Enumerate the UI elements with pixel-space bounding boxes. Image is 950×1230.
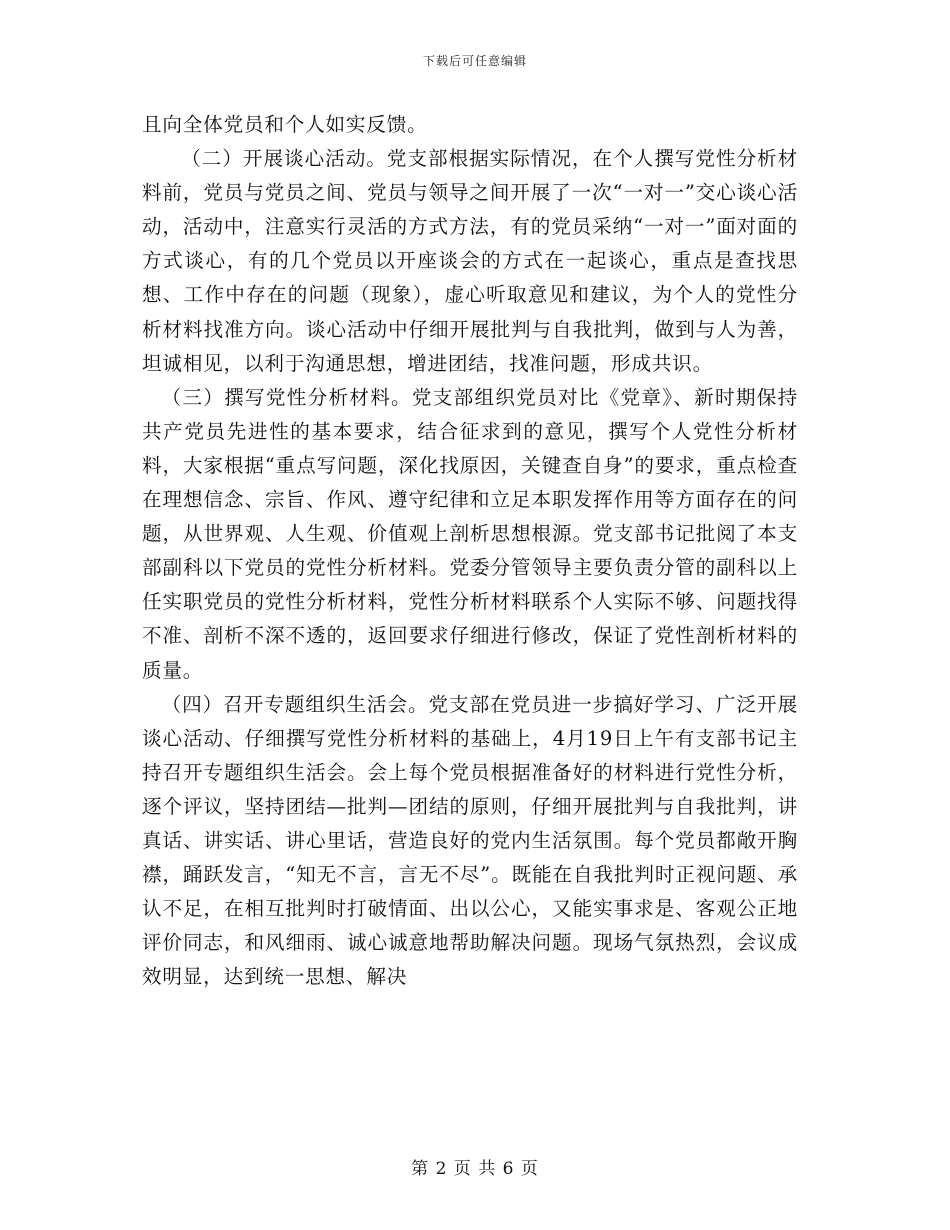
page-number: 第 2 页 共 6 页 — [411, 1159, 539, 1179]
paragraph-organization-life-meeting: （四）召开专题组织生活会。党支部在党员进一步搞好学习、广泛开展谈心活动、仔细撰写党性分析材料的基础上，4月19日上午有支部书记主持召开专题组织生活会。会上每个党员根据准备好的材料进行党性分析，逐个评议，坚持团结—批判—团结的原则，仔细开展批判与自我批判，讲真话、讲实话、讲心里话，营造良好的党内生活氛围。每个党员都敞开胸襟，踊跃发言，“知无不言，言无不尽”。既能在自我批判时正视问题、承认不足，在相互批判时打破情面、出以公心，又能实事求是、客观公正地评价同志，和风细雨、诚心诚意地帮助解决问题。现场气氛热烈，会议成效明显，达到统一思想、解决 — [142, 692, 798, 989]
paragraph-party-analysis-materials: （三）撰写党性分析材料。党支部组织党员对比《党章》、新时期保持共产党员先进性的基本要求，结合征求到的意见，撰写个人党性分析材料，大家根据“重点写问题，深化找原因，关键查自身”的要求，重点检查在理想信念、宗旨、作风、遵守纪律和立足本职发挥作用等方面存在的问题，从世界观、人生观、价值观上剖析思想根源。党支部书记批阅了本支部副科以下党员的党性分析材料。党委分管领导主要负责分管的副科以上任实职党员的党性分析材料，党性分析材料联系个人实际不够、问题找得不准、剖析不深不透的，返回要求仔细进行修改，保证了党性剖析材料的质量。 — [142, 385, 798, 682]
paragraph-heart-to-heart-talks: （二）开展谈心活动。党支部根据实际情况，在个人撰写党性分析材料前，党员与党员之间、党员与领导之间开展了一次“一对一”交心谈心活动，活动中，注意实行灵活的方式方法，有的党员采纳“一对一”面对面的方式谈心，有的几个党员以开座谈会的方式在一起谈心，重点是查找思想、工作中存在的问题（现象），虚心听取意见和建议，为个人的党性分析材料找准方向。谈心活动中仔细开展批判与自我批判，做到与人为善，坦诚相见，以利于沟通思想，增进团结，找准问题，形成共识。 — [142, 147, 798, 375]
page-header: 下载后可任意编辑 — [422, 54, 527, 68]
paragraph-continuation: 且向全体党员和个人如实反馈。 — [142, 113, 428, 136]
document-body — [142, 108, 798, 994]
